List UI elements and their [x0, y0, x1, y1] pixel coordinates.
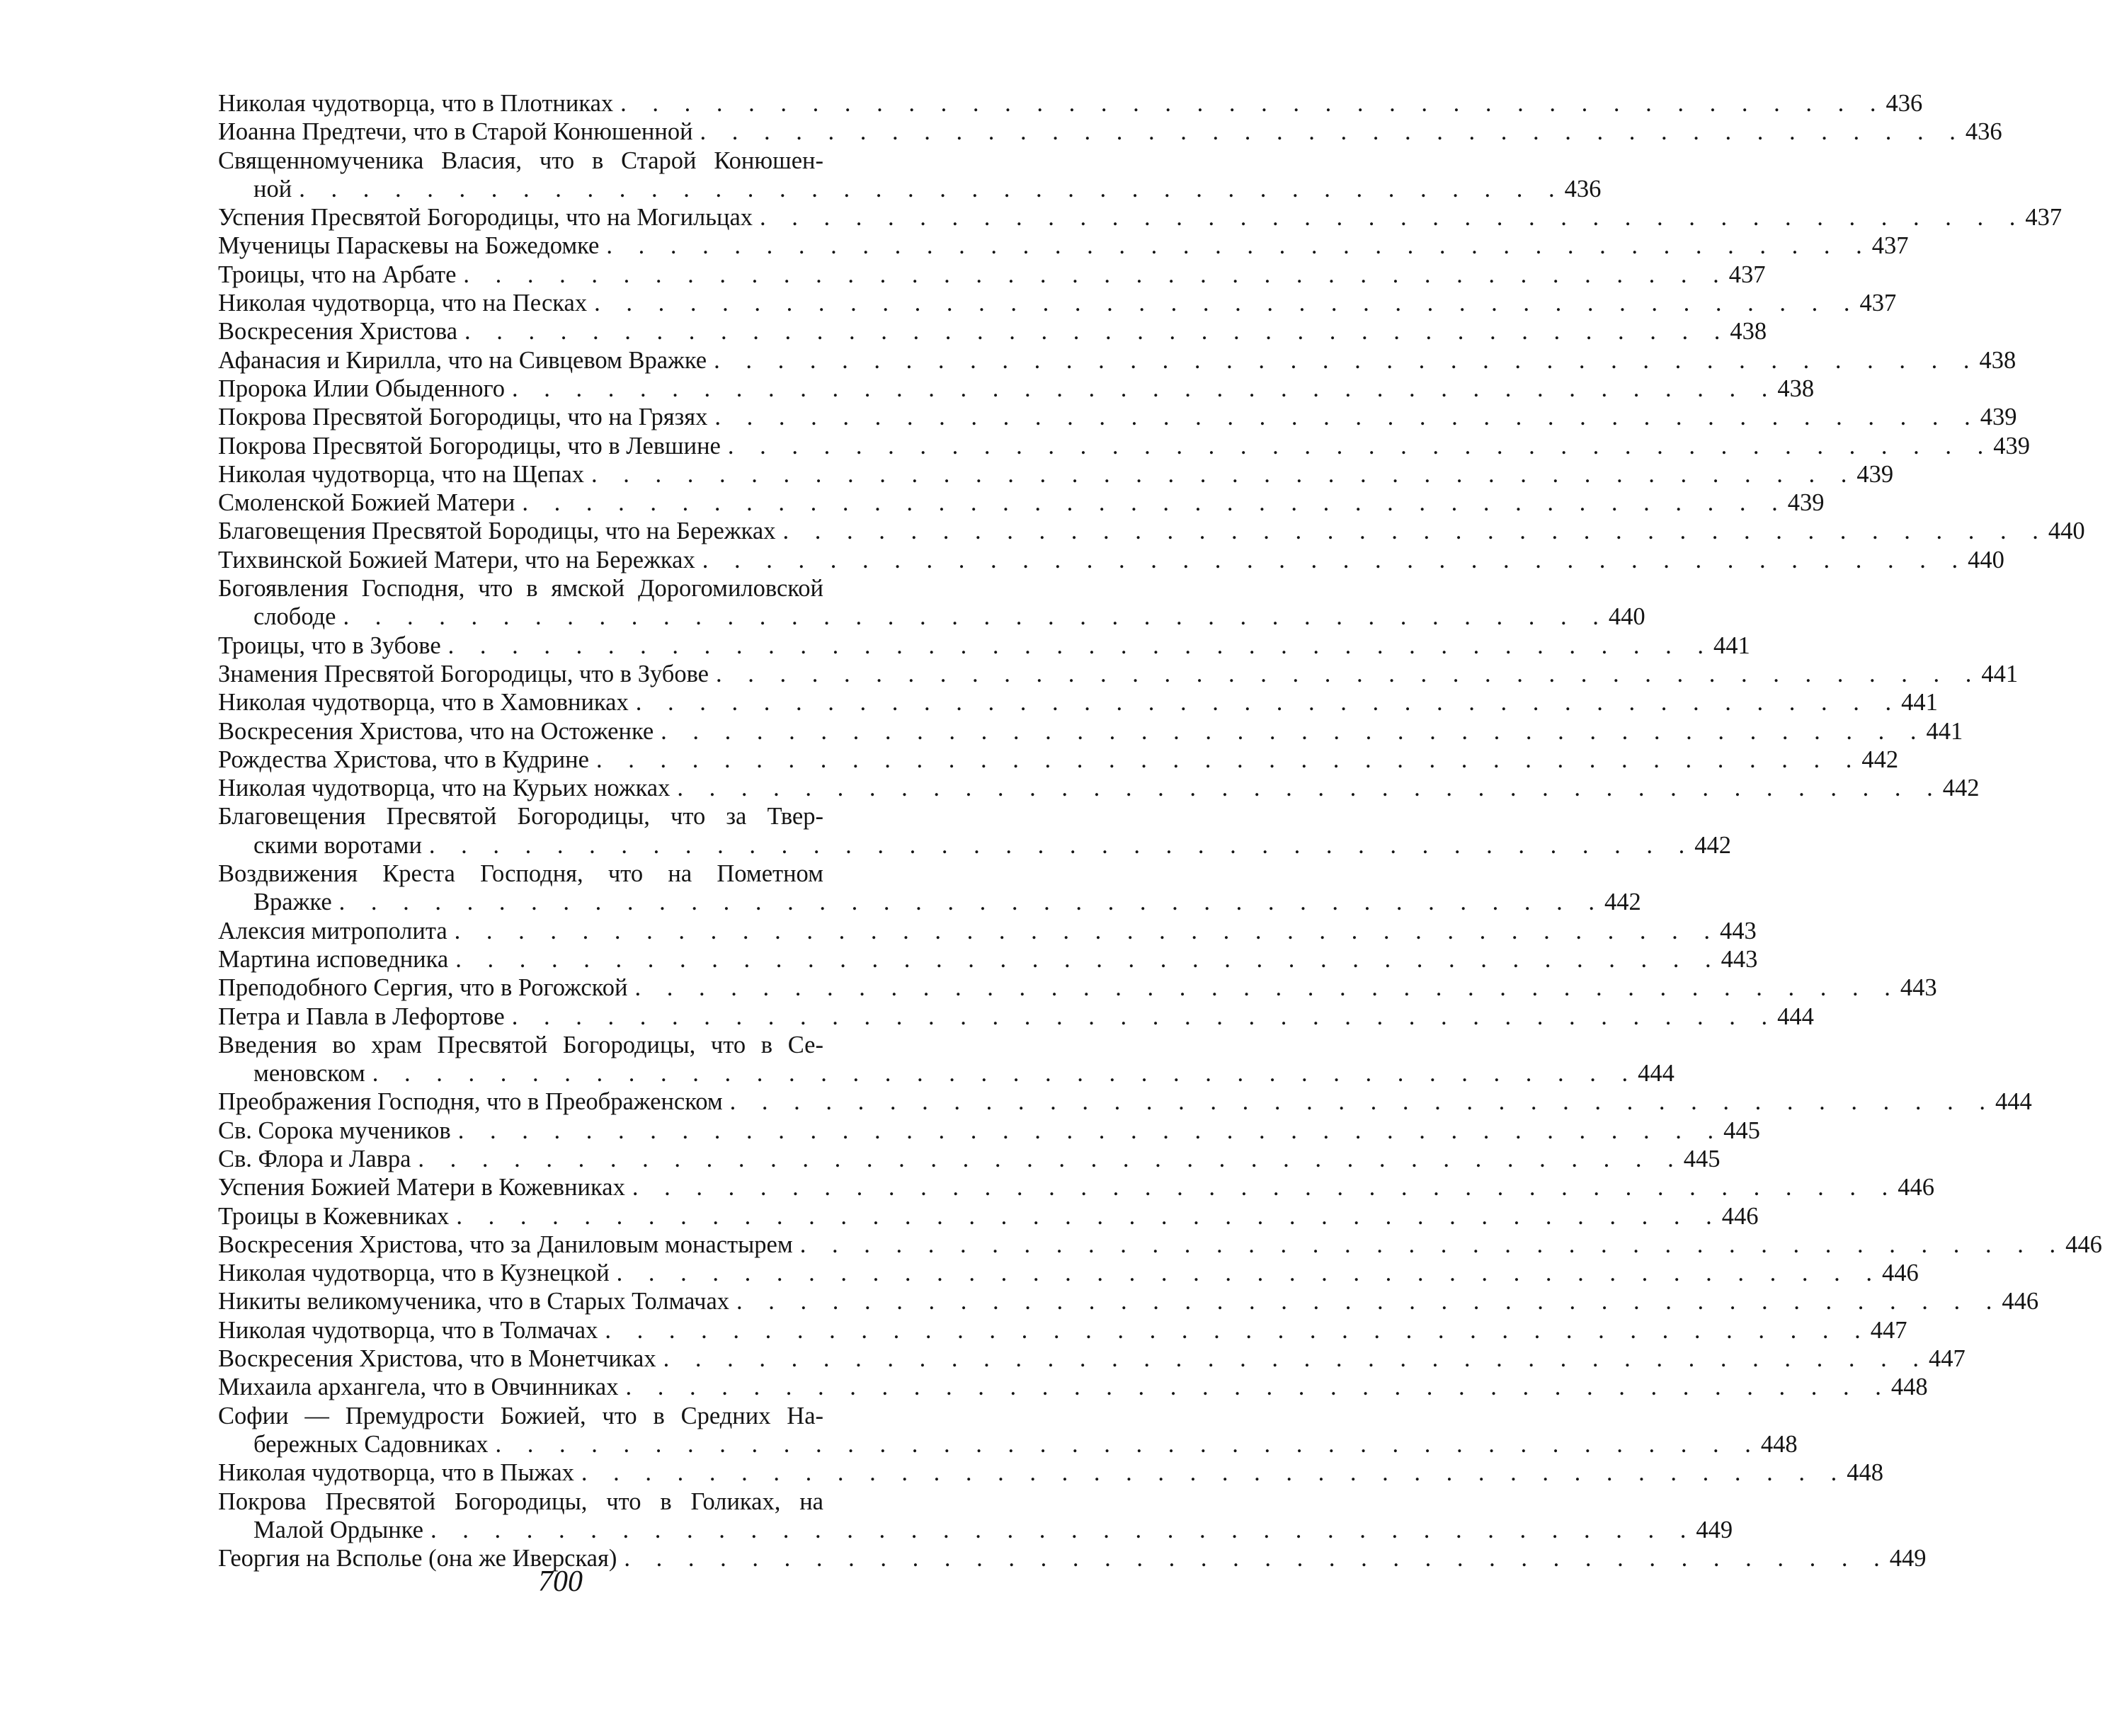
- toc-entry: [218, 1202, 1759, 1230]
- toc-entry-title: Троицы, что на Арбате: [218, 261, 457, 288]
- leader-dots: . . . . . . . . . . . . . . . . . . . . . . . . . . . . . . . . . . . . . . . .: [512, 375, 1778, 402]
- toc-entry-title: Афанасия и Кирилла, что на Сивцевом Вражке: [218, 346, 707, 374]
- leader-dots: . . . . . . . . . . . . . . . . . . . . . . . . . . . . . . . . . . . . . . . .: [343, 603, 1609, 631]
- toc-entry-title: Петра и Павла в Лефортове: [218, 1003, 505, 1030]
- leader-dots: . . . . . . . . . . . . . . . . . . . . . . . . . . . . . . . . . . . . . . . .: [799, 1230, 2066, 1258]
- toc-entry-title: Михаила архангела, что в Овчинниках: [218, 1374, 619, 1401]
- table-of-contents: [218, 89, 2102, 1572]
- toc-page-number: 447: [1870, 1316, 1907, 1344]
- leader-dots: . . . . . . . . . . . . . . . . . . . . . . . . . . . . . . . . . . . . . . . .: [714, 346, 1980, 374]
- toc-page-number: 448: [1847, 1459, 1884, 1487]
- toc-entry: [218, 147, 1602, 204]
- leader-dots: . . . . . . . . . . . . . . . . . . . . . . . . . . . . . . . . . . . . . . . .: [464, 318, 1730, 346]
- toc-page-number: 440: [1608, 603, 1645, 631]
- toc-entry-title: Воскресения Христова, что в Монетчиках: [218, 1345, 656, 1373]
- toc-entry: [218, 489, 1825, 517]
- leader-dots: . . . . . . . . . . . . . . . . . . . . . . . . . . . . . . . . . . . . . . . .: [418, 1145, 1684, 1172]
- toc-entry: [218, 746, 1899, 774]
- toc-page-number: 437: [2025, 204, 2063, 232]
- leader-dots: . . . . . . . . . . . . . . . . . . . . . . . . . . . . . . . . . . . . . . . .: [456, 1202, 1722, 1230]
- toc-entry: [218, 203, 2063, 232]
- toc-entry-title: Покрова Пресвятой Богородицы, что в Левшине: [218, 432, 721, 459]
- toc-page-number: 446: [2065, 1230, 2102, 1258]
- leader-dots: . . . . . . . . . . . . . . . . . . . . . . . . . . . . . . . . . . . . . . . .: [661, 717, 1927, 745]
- leader-dots: . . . . . . . . . . . . . . . . . . . . . . . . . . . . . . . . . . . . . . . .: [299, 175, 1565, 202]
- toc-page-number: 436: [1886, 90, 1923, 117]
- leader-dots: . . . . . . . . . . . . . . . . . . . . . . . . . . . . . . . . . . . . . . . .: [702, 546, 1968, 573]
- toc-entry: [218, 1003, 1814, 1031]
- leader-dots: . . . . . . . . . . . . . . . . . . . . . . . . . . . . . . . . . . . . . . . .: [714, 404, 1980, 431]
- toc-page-number: 437: [1859, 290, 1897, 317]
- toc-entry: [218, 1373, 1928, 1401]
- leader-dots: . . . . . . . . . . . . . . . . . . . . . . . . . . . . . . . . . . . . . . . .: [428, 831, 1695, 859]
- toc-entry: [218, 917, 1757, 945]
- toc-entry: [218, 1259, 1919, 1287]
- toc-entry-title: Покрова Пресвятой Богородицы, что на Грязях: [218, 404, 708, 431]
- toc-page-number: 438: [1777, 375, 1815, 402]
- toc-page-number: 438: [1730, 318, 1767, 346]
- toc-entry-title: Николая чудотворца, что в Хамовниках: [218, 689, 629, 716]
- toc-entry-title: Алексия митрополита: [218, 917, 447, 944]
- toc-entry-title-continuation: слободе: [253, 603, 336, 631]
- page-number: 700: [538, 1565, 583, 1598]
- toc-page-number: 448: [1760, 1430, 1798, 1458]
- toc-entry-title-continuation: Малой Ордынке: [253, 1516, 423, 1543]
- toc-page-number: 446: [1882, 1260, 1919, 1287]
- toc-page-number: 444: [1995, 1088, 2032, 1116]
- toc-page-number: 443: [1900, 974, 1937, 1002]
- toc-entry: [218, 118, 2002, 146]
- toc-entry: [218, 1487, 1733, 1545]
- toc-entry-title: Троицы, что в Зубове: [218, 632, 441, 659]
- toc-entry-title: Воскресения Христова, что на Остоженке: [218, 717, 654, 745]
- toc-entry: [218, 460, 1894, 489]
- leader-dots: . . . . . . . . . . . . . . . . . . . . . . . . . . . . . . . . . . . . . . . .: [454, 917, 1721, 944]
- toc-entry-title: Знамения Пресвятой Богородицы, что в Зубове: [218, 660, 709, 687]
- toc-entry: [218, 1287, 2039, 1315]
- toc-entry-title-continuation: ной: [253, 175, 292, 202]
- toc-entry-title-line: Покрова Пресвятой Богородицы, что в Голиках, на: [218, 1487, 823, 1515]
- toc-page-number: 449: [1696, 1516, 1733, 1543]
- toc-page-number: 446: [1898, 1174, 1934, 1201]
- toc-entry-title: Тихвинской Божией Матери, что на Бережках: [218, 546, 695, 573]
- toc-entry: [218, 317, 1767, 346]
- toc-entry: [218, 688, 1938, 716]
- toc-page-number: 446: [2002, 1288, 2039, 1315]
- toc-entry-title: Воскресения Христова: [218, 318, 458, 346]
- toc-entry-title-line: Благовещения Пресвятой Богородицы, что за Твер-: [218, 803, 823, 830]
- toc-entry-title: Успения Божией Матери в Кожевниках: [218, 1174, 625, 1201]
- toc-entry-title-line: Богоявления Господня, что в ямской Дорогомиловской: [218, 575, 823, 603]
- toc-page-number: 444: [1638, 1060, 1675, 1087]
- leader-dots: . . . . . . . . . . . . . . . . . . . . . . . . . . . . . . . . . . . . . . . .: [616, 1260, 1883, 1287]
- toc-page-number: 449: [1889, 1545, 1927, 1572]
- leader-dots: . . . . . . . . . . . . . . . . . . . . . . . . . . . . . . . . . . . . . . . .: [729, 1088, 1996, 1116]
- toc-entry-title: Рождества Христова, что в Кудрине: [218, 746, 589, 773]
- toc-entry-title: Преображения Господня, что в Преображенском: [218, 1088, 723, 1116]
- leader-dots: . . . . . . . . . . . . . . . . . . . . . . . . . . . . . . . . . . . . . . . .: [447, 632, 1714, 659]
- toc-entry-title: Успения Пресвятой Богородицы, что на Могильцах: [218, 204, 753, 232]
- leader-dots: . . . . . . . . . . . . . . . . . . . . . . . . . . . . . . . . . . . . . . . .: [700, 118, 1966, 146]
- leader-dots: . . . . . . . . . . . . . . . . . . . . . . . . . . . . . . . . . . . . . . . .: [430, 1516, 1696, 1543]
- toc-entry-title-continuation: меновском: [253, 1060, 365, 1087]
- leader-dots: . . . . . . . . . . . . . . . . . . . . . . . . . . . . . . . . . . . . . . . .: [511, 1003, 1778, 1030]
- toc-entry: [218, 1117, 1760, 1145]
- leader-dots: . . . . . . . . . . . . . . . . . . . . . . . . . . . . . . . . . . . . . . . .: [663, 1345, 1929, 1373]
- toc-page-number: 444: [1777, 1003, 1814, 1030]
- leader-dots: . . . . . . . . . . . . . . . . . . . . . . . . . . . . . . . . . . . . . . . .: [632, 1174, 1898, 1201]
- toc-entry: [218, 774, 1980, 802]
- toc-entry-title: Пророка Илии Обыденного: [218, 375, 506, 402]
- toc-entry-title: Троицы в Кожевниках: [218, 1202, 450, 1230]
- toc-entry: [218, 89, 1923, 118]
- toc-page-number: 436: [1965, 118, 2002, 146]
- toc-page-number: 439: [1993, 432, 2030, 459]
- toc-entry: [218, 346, 2016, 375]
- toc-page-number: 439: [1856, 460, 1894, 488]
- leader-dots: . . . . . . . . . . . . . . . . . . . . . . . . . . . . . . . . . . . . . . . .: [782, 518, 2048, 545]
- toc-entry-title: Николая чудотворца, что в Пыжах: [218, 1459, 574, 1487]
- toc-entry: [218, 1031, 1675, 1088]
- toc-entry: [218, 945, 1758, 973]
- toc-entry-title-line: Священномученика Власия, что в Старой Конюшен-: [218, 147, 823, 174]
- toc-entry: [218, 660, 2019, 688]
- toc-entry-title: Николая чудотворца, что в Толмачах: [218, 1316, 598, 1344]
- leader-dots: . . . . . . . . . . . . . . . . . . . . . . . . . . . . . . . . . . . . . . . .: [522, 489, 1788, 517]
- toc-page-number: 436: [1564, 175, 1602, 202]
- leader-dots: . . . . . . . . . . . . . . . . . . . . . . . . . . . . . . . . . . . . . . . .: [634, 974, 1900, 1002]
- toc-entry: [218, 1173, 1934, 1201]
- toc-page-number: 443: [1720, 917, 1757, 944]
- leader-dots: . . . . . . . . . . . . . . . . . . . . . . . . . . . . . . . . . . . . . . . .: [625, 1374, 1891, 1401]
- toc-entry: [218, 1344, 1966, 1373]
- toc-page-number: 437: [1871, 232, 1909, 260]
- toc-entry-title: Св. Флора и Лавра: [218, 1145, 411, 1172]
- leader-dots: . . . . . . . . . . . . . . . . . . . . . . . . . . . . . . . . . . . . . . . .: [624, 1545, 1890, 1572]
- toc-entry-title: Мартина исповедника: [218, 945, 449, 973]
- toc-entry-title: Николая чудотворца, что на Щепах: [218, 460, 585, 488]
- leader-dots: . . . . . . . . . . . . . . . . . . . . . . . . . . . . . . . . . . . . . . . .: [635, 689, 1902, 716]
- toc-entry-title: Преподобного Сергия, что в Рогожской: [218, 974, 628, 1002]
- leader-dots: . . . . . . . . . . . . . . . . . . . . . . . . . . . . . . . . . . . . . . . .: [495, 1430, 1761, 1458]
- toc-entry: [218, 1145, 1721, 1173]
- leader-dots: . . . . . . . . . . . . . . . . . . . . . . . . . . . . . . . . . . . . . . . .: [455, 945, 1721, 973]
- toc-page-number: 445: [1723, 1117, 1760, 1144]
- toc-page-number: 441: [1901, 689, 1938, 716]
- toc-entry: [218, 375, 1815, 403]
- toc-entry-title: Николая чудотворца, что на Курьих ножках: [218, 775, 671, 802]
- toc-entry: [218, 517, 2085, 545]
- toc-entry-title: Св. Сорока мучеников: [218, 1117, 451, 1144]
- toc-entry: [218, 432, 2030, 460]
- toc-page-number: 441: [1981, 660, 2019, 687]
- toc-entry: [218, 1230, 2102, 1259]
- leader-dots: . . . . . . . . . . . . . . . . . . . . . . . . . . . . . . . . . . . . . . . .: [727, 432, 1994, 459]
- toc-entry-title-continuation: Вражке: [253, 889, 332, 916]
- leader-dots: . . . . . . . . . . . . . . . . . . . . . . . . . . . . . . . . . . . . . . . .: [677, 775, 1943, 802]
- leader-dots: . . . . . . . . . . . . . . . . . . . . . . . . . . . . . . . . . . . . . . . .: [760, 204, 2026, 232]
- toc-page-number: 439: [1787, 489, 1825, 517]
- toc-entry-title-continuation: бережных Садовниках: [253, 1430, 489, 1458]
- toc-entry-title-line: Софии — Премудрости Божией, что в Средних На-: [218, 1402, 823, 1429]
- toc-page-number: 442: [1861, 746, 1899, 773]
- leader-dots: . . . . . . . . . . . . . . . . . . . . . . . . . . . . . . . . . . . . . . . .: [606, 232, 1872, 260]
- toc-entry: [218, 1402, 1798, 1459]
- toc-page-number: 442: [1604, 889, 1641, 916]
- leader-dots: . . . . . . . . . . . . . . . . . . . . . . . . . . . . . . . . . . . . . . . .: [591, 460, 1857, 488]
- toc-page-number: 443: [1721, 945, 1758, 973]
- toc-entry-title-line: Введения во храм Пресвятой Богородицы, что в Се-: [218, 1031, 823, 1058]
- toc-page-number: 442: [1694, 831, 1732, 859]
- toc-entry-title: Никиты великомученика, что в Старых Толмачах: [218, 1288, 730, 1315]
- toc-page-number: 442: [1942, 775, 1980, 802]
- leader-dots: . . . . . . . . . . . . . . . . . . . . . . . . . . . . . . . . . . . . . . . .: [338, 889, 1605, 916]
- toc-entry: [218, 717, 1963, 746]
- toc-page-number: 437: [1728, 261, 1766, 288]
- toc-entry-title-continuation: скими воротами: [253, 831, 422, 859]
- toc-entry-title: Иоанна Предтечи, что в Старой Конюшенной: [218, 118, 693, 146]
- toc-page-number: 441: [1926, 717, 1963, 745]
- toc-entry-title: Смоленской Божией Матери: [218, 489, 515, 517]
- toc-entry: [218, 1087, 2032, 1116]
- toc-entry-title: Благовещения Пресвятой Бородицы, что на Бережках: [218, 518, 776, 545]
- leader-dots: . . . . . . . . . . . . . . . . . . . . . . . . . . . . . . . . . . . . . . . .: [594, 290, 1860, 317]
- toc-entry-title: Георгия на Всполье (она же Иверская): [218, 1545, 617, 1572]
- leader-dots: . . . . . . . . . . . . . . . . . . . . . . . . . . . . . . . . . . . . . . . .: [457, 1117, 1724, 1144]
- toc-entry: [218, 403, 2017, 431]
- toc-entry-title: Николая чудотворца, что на Песках: [218, 290, 588, 317]
- leader-dots: . . . . . . . . . . . . . . . . . . . . . . . . . . . . . . . . . . . . . . . .: [736, 1288, 2002, 1315]
- toc-page-number: 447: [1928, 1345, 1966, 1373]
- toc-entry-title: Воскресения Христова, что за Даниловым монастырем: [218, 1230, 793, 1258]
- toc-page-number: 440: [2048, 518, 2085, 545]
- leader-dots: . . . . . . . . . . . . . . . . . . . . . . . . . . . . . . . . . . . . . . . .: [463, 261, 1729, 288]
- toc-entry-title: Мученицы Параскевы на Божедомке: [218, 232, 600, 260]
- leader-dots: . . . . . . . . . . . . . . . . . . . . . . . . . . . . . . . . . . . . . . . .: [372, 1060, 1638, 1087]
- toc-entry: [218, 632, 1750, 660]
- leader-dots: . . . . . . . . . . . . . . . . . . . . . . . . . . . . . . . . . . . . . . . .: [581, 1459, 1847, 1487]
- leader-dots: . . . . . . . . . . . . . . . . . . . . . . . . . . . . . . . . . . . . . . . .: [595, 746, 1862, 773]
- toc-entry-title-line: Воздвижения Креста Господня, что на Пометном: [218, 860, 823, 888]
- toc-entry: [218, 289, 1897, 317]
- toc-page-number: 438: [1979, 346, 2016, 374]
- toc-page-number: 445: [1683, 1145, 1721, 1172]
- toc-page-number: 446: [1721, 1202, 1759, 1230]
- toc-page-number: 448: [1890, 1374, 1928, 1401]
- toc-page-number: 439: [1980, 404, 2017, 431]
- toc-entry: [218, 1458, 1884, 1487]
- toc-entry-title: Николая чудотворца, что в Кузнецкой: [218, 1260, 610, 1287]
- leader-dots: . . . . . . . . . . . . . . . . . . . . . . . . . . . . . . . . . . . . . . . .: [716, 660, 1982, 687]
- leader-dots: . . . . . . . . . . . . . . . . . . . . . . . . . . . . . . . . . . . . . . . .: [605, 1316, 1871, 1344]
- toc-entry: [218, 973, 1937, 1002]
- toc-entry: [218, 860, 1641, 917]
- toc-entry-title: Николая чудотворца, что в Плотниках: [218, 90, 614, 117]
- toc-entry: [218, 574, 1645, 632]
- toc-entry: [218, 1316, 1907, 1344]
- toc-page-number: 440: [1968, 546, 2004, 573]
- toc-entry: [218, 802, 1732, 860]
- toc-page-number: 441: [1713, 632, 1750, 659]
- toc-entry: [218, 232, 1909, 260]
- toc-entry: [218, 261, 1766, 289]
- leader-dots: . . . . . . . . . . . . . . . . . . . . . . . . . . . . . . . . . . . . . . . .: [620, 90, 1886, 117]
- toc-entry: [218, 546, 2004, 574]
